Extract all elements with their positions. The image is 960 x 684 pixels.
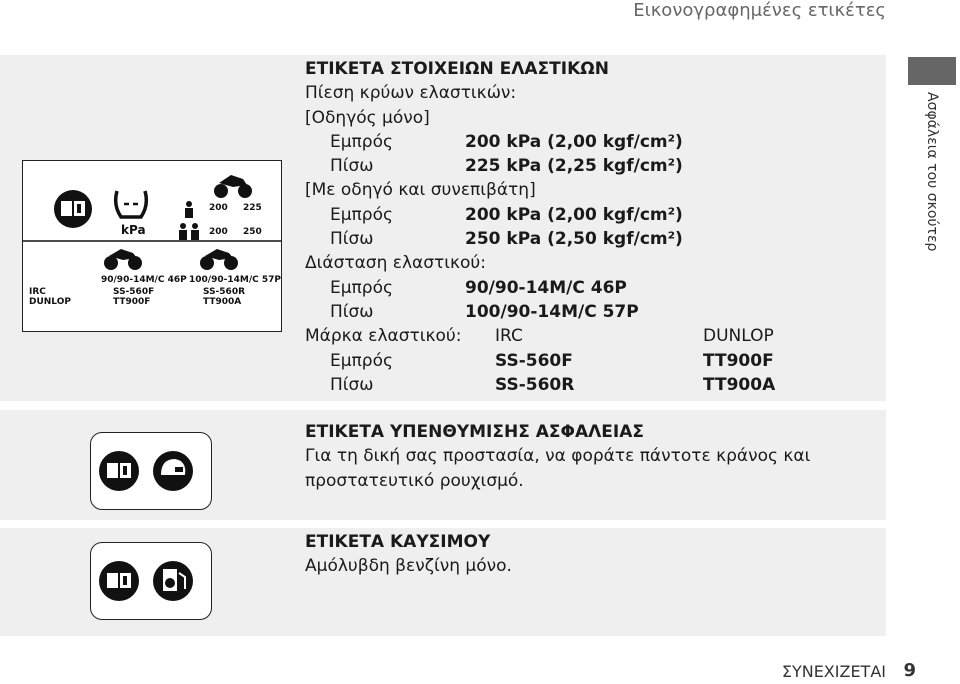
sticker-tt900f: TT900F <box>113 297 151 307</box>
fuel-label-text <box>305 530 512 579</box>
front-label: Εμπρός <box>330 204 393 225</box>
rear-label: Πίσω <box>330 374 374 395</box>
brand-dunlop: DUNLOP <box>703 326 774 347</box>
fuel-heading: ΕΤΙΚΕΤΑ ΚΑΥΣΙΜΟΥ <box>305 532 491 552</box>
cold-pressure-heading: Πίεση κρύων ελαστικών: <box>305 83 517 104</box>
size-front-row <box>305 276 627 300</box>
tire-info-sticker <box>22 160 282 332</box>
tire-pressure-icon <box>116 191 147 217</box>
brand-rear-row <box>305 373 776 397</box>
brand-heading: Μάρκα ελαστικού: <box>305 326 462 347</box>
brand-rear-irc: SS-560R <box>495 374 575 395</box>
rider-person-icon <box>185 201 193 218</box>
section-tab-marker <box>908 57 956 85</box>
section-tab-label: Ασφάλεια του σκούτερ <box>924 92 940 252</box>
size-rear-row <box>305 300 639 324</box>
rider-only-heading: [Οδηγός μόνο] <box>305 107 430 128</box>
sticker-size-front: 90/90-14M/C 46P <box>101 275 187 285</box>
fuel-body: Αμόλυβδη βενζίνη μόνο. <box>305 556 512 577</box>
sticker-value: 250 <box>243 227 262 237</box>
tire-label-heading: ΕΤΙΚΕΤΑ ΣΤΟΙΧΕΙΩΝ ΕΛΑΣΤΙΚΩΝ <box>305 59 609 79</box>
brand-irc: IRC <box>495 326 523 347</box>
rider-front-value: 200 kPa (2,00 kgf/cm²) <box>465 131 683 152</box>
rider-rear-row <box>305 154 683 178</box>
pass-front-row <box>305 203 683 227</box>
safety-line2: προστατευτικό ρουχισμό. <box>305 470 524 491</box>
motorcycle-icon <box>214 175 252 198</box>
fuel-sticker-graphics <box>91 543 211 619</box>
sticker-size-rear: 100/90-14M/C 57P <box>189 275 281 285</box>
rear-label: Πίσω <box>330 301 374 322</box>
safety-sticker <box>90 432 212 510</box>
sticker-ss560f: SS-560F <box>113 287 155 297</box>
size-rear-value: 100/90-14M/C 57P <box>465 301 639 322</box>
safety-line1: Για τη δική σας προστασία, να φοράτε πάντοτε κράνος και <box>305 446 811 467</box>
front-label: Εμπρός <box>330 131 393 152</box>
motorcycle-icon <box>104 249 142 270</box>
continues-label: ΣΥΝΕΧΙΖΕΤΑΙ <box>781 662 886 681</box>
pass-rear-row <box>305 227 683 251</box>
motorcycle-icon <box>200 249 238 270</box>
safety-heading: ΕΤΙΚΕΤΑ ΥΠΕΝΘΥΜΙΣΗΣ ΑΣΦΑΛΕΙΑΣ <box>305 422 644 442</box>
sticker-brand-dunlop: DUNLOP <box>29 297 71 307</box>
front-label: Εμπρός <box>330 350 393 371</box>
safety-label-text <box>305 420 810 493</box>
sticker-value: 200 <box>209 227 228 237</box>
page-header-title: Εικονογραφημένες ετικέτες <box>633 0 886 21</box>
sticker-brand-irc: IRC <box>29 287 46 297</box>
size-heading: Διάσταση ελαστικού: <box>305 253 486 274</box>
helmet-icon <box>153 451 193 491</box>
fuel-sticker <box>90 542 212 620</box>
sticker-value: 225 <box>243 203 262 213</box>
size-front-value: 90/90-14M/C 46P <box>465 277 627 298</box>
pass-rear-value: 250 kPa (2,50 kgf/cm²) <box>465 229 683 250</box>
sticker-ss560r: SS-560R <box>203 287 246 297</box>
unleaded-fuel-icon <box>153 561 193 601</box>
rider-front-row <box>305 130 683 154</box>
rear-label: Πίσω <box>330 229 374 250</box>
tire-label-text <box>305 57 776 397</box>
page-number: 9 <box>903 660 916 681</box>
sticker-kpa: kPa <box>121 223 146 237</box>
brand-front-dunlop: TT900F <box>703 350 774 371</box>
brand-rear-dunlop: TT900A <box>703 374 776 395</box>
safety-sticker-graphics <box>91 433 211 509</box>
rider-rear-value: 225 kPa (2,25 kgf/cm²) <box>465 156 683 177</box>
rear-label: Πίσω <box>330 156 374 177</box>
manual-info-icon <box>54 190 92 228</box>
manual-info-icon <box>99 451 139 491</box>
rider-passenger-icon <box>179 223 199 240</box>
brand-front-irc: SS-560F <box>495 350 573 371</box>
front-label: Εμπρός <box>330 277 393 298</box>
with-passenger-heading: [Με οδηγό και συνεπιβάτη] <box>305 180 536 201</box>
manual-info-icon <box>99 561 139 601</box>
brand-row <box>305 324 774 348</box>
sticker-value: 200 <box>209 203 228 213</box>
pass-front-value: 200 kPa (2,00 kgf/cm²) <box>465 204 683 225</box>
brand-front-row <box>305 349 774 373</box>
sticker-tt900a: TT900A <box>203 297 242 307</box>
